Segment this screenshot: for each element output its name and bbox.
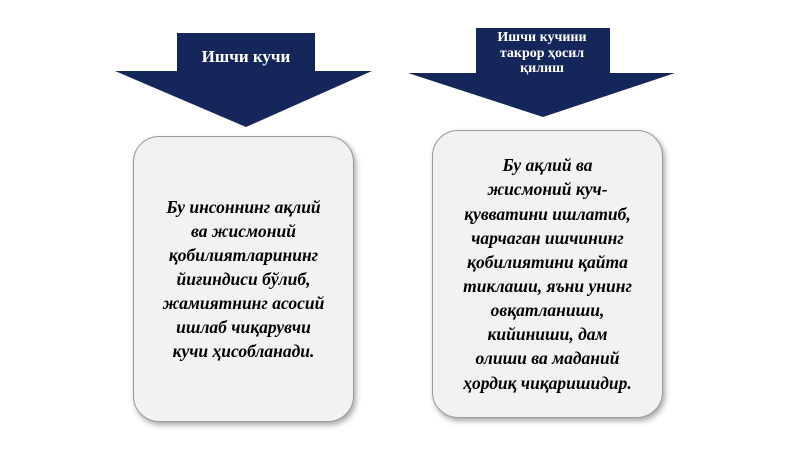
right-arrow-label: Ишчи кучини такрор ҳосил қилиш xyxy=(497,30,587,77)
left-definition-box xyxy=(133,136,354,422)
left-definition-text: Бу инсоннинг ақлий ва жисмоний қобилиятларининг йиғиндиси бўлиб, жамиятнинг асосий ишлаб чиқарувчи кучи ҳисобланади. xyxy=(162,196,325,362)
right-definition-text: Бу ақлий ва жисмоний куч- қувватини ишлатиб, чарчаган ишчининг қобилиятини қайта тиклаши, яъни унинг овқатланиши, кийиниши, дам олиши ва маданий ҳордиқ чиқаришидир. xyxy=(463,155,632,393)
right-definition-box xyxy=(432,130,663,418)
left-arrow-label: Ишчи кучи xyxy=(201,47,291,66)
